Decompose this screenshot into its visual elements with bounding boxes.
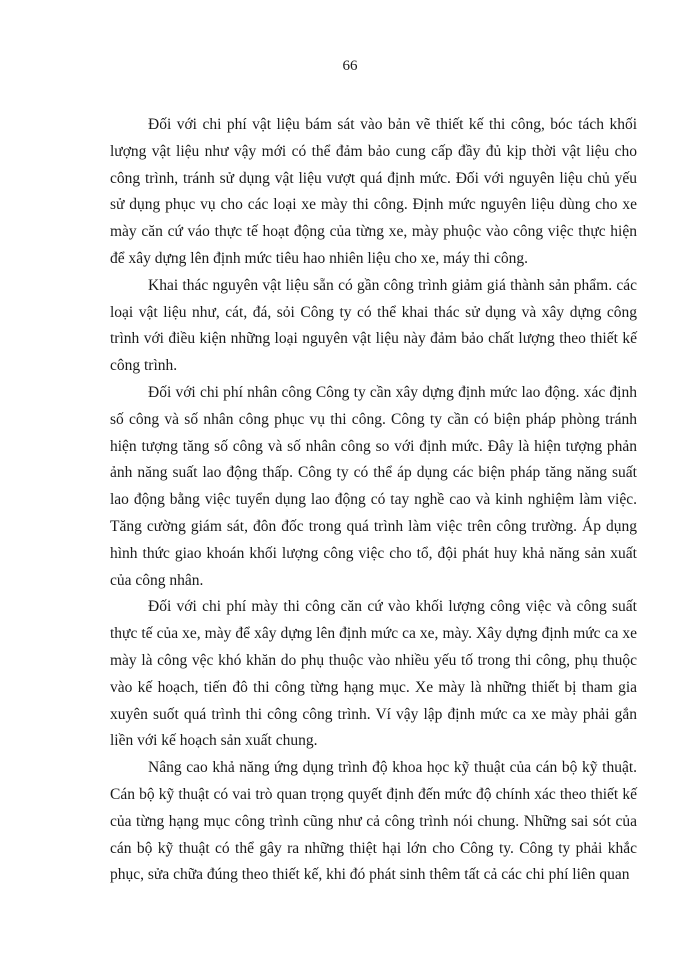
- paragraph-labor-cost: Đối với chi phí nhân công Công ty cần xây dựng định mức lao động. xác định số công và số nhân công phục vụ thi công. Công ty cần có biện pháp phòng tránh hiện tượng tăng số công và số nhân công so với định mức. Đây là hiện tượng phản ảnh năng suất lao động thấp. Công ty có thể áp dụng các biện pháp tăng năng suất lao động bằng việc tuyển dụng lao động có tay nghề cao và kinh nghiệm làm việc. Tăng cường giám sát, đôn đốc trong quá trình làm việc trên công trường. Áp dụng hình thức giao khoán khối lượng công việc cho tổ, đội phát huy khả năng sản xuất của công nhân.: [110, 383, 637, 589]
- body-text: [110, 112, 637, 889]
- paragraph-local-materials: Khai thác nguyên vật liệu sẵn có gần công trình giảm giá thành sản phẩm. các loại vật liệu như, cát, đá, sỏi Công ty có thể khai thác sử dụng và xây dựng công trình với điều kiện những loại nguyên vật liệu này đảm bảo chất lượng theo thiết kế công trình.: [110, 276, 637, 375]
- paragraph-material-cost: Đối với chi phí vật liệu bám sát vào bản vẽ thiết kế thi công, bóc tách khối lượng vật liệu như vậy mới có thể đảm bảo cung cấp đầy đủ kịp thời vật liệu cho công trình, tránh sử dụng vật liệu vượt quá định mức. Đối với nguyên liệu chủ yếu sử dụng phục vụ cho các loại xe mày thi công. Định mức nguyên liệu dùng cho xe mày căn cứ váo thực tế hoạt động của từng xe, mày phuộc vào công việc thực hiện để xây dựng lên định mức tiêu hao nhiên liệu cho xe, máy thi công.: [110, 116, 637, 267]
- paragraph-machine-cost: Đối với chi phí mày thi công căn cứ vào khối lượng công việc và công suất thực tế của xe, mày để xây dựng lên định mức ca xe, mày. Xây dựng định mức ca xe mày là công vệc khó khăn do phụ thuộc vào nhiều yếu tố trong thi công, phụ thuộc vào kế hoạch, tiến đô thi công từng hạng mục. Xe mày là những thiết bị tham gia xuyên suốt quá trình thi công công trình. Ví vậy lập định mức ca xe mày phải gắn liền với kế hoạch sản xuất chung.: [110, 598, 637, 750]
- paragraph-technical-staff: Nâng cao khả năng ứng dụng trình độ khoa học kỹ thuật của cán bộ kỹ thuật. Cán bộ kỹ thuật có vai trò quan trọng quyết định đến mức độ chính xác theo thiết kế của từng hạng mục công trình cũng như cả công trình nói chung. Những sai sót của cán bộ kỹ thuật có thể gây ra những thiệt hại lớn cho Công ty. Công ty phải khắc phục, sửa chữa đúng theo thiết kế, khi đó phát sinh thêm tất cả các chi phí liên quan: [110, 759, 637, 884]
- page-number: 66: [342, 58, 358, 74]
